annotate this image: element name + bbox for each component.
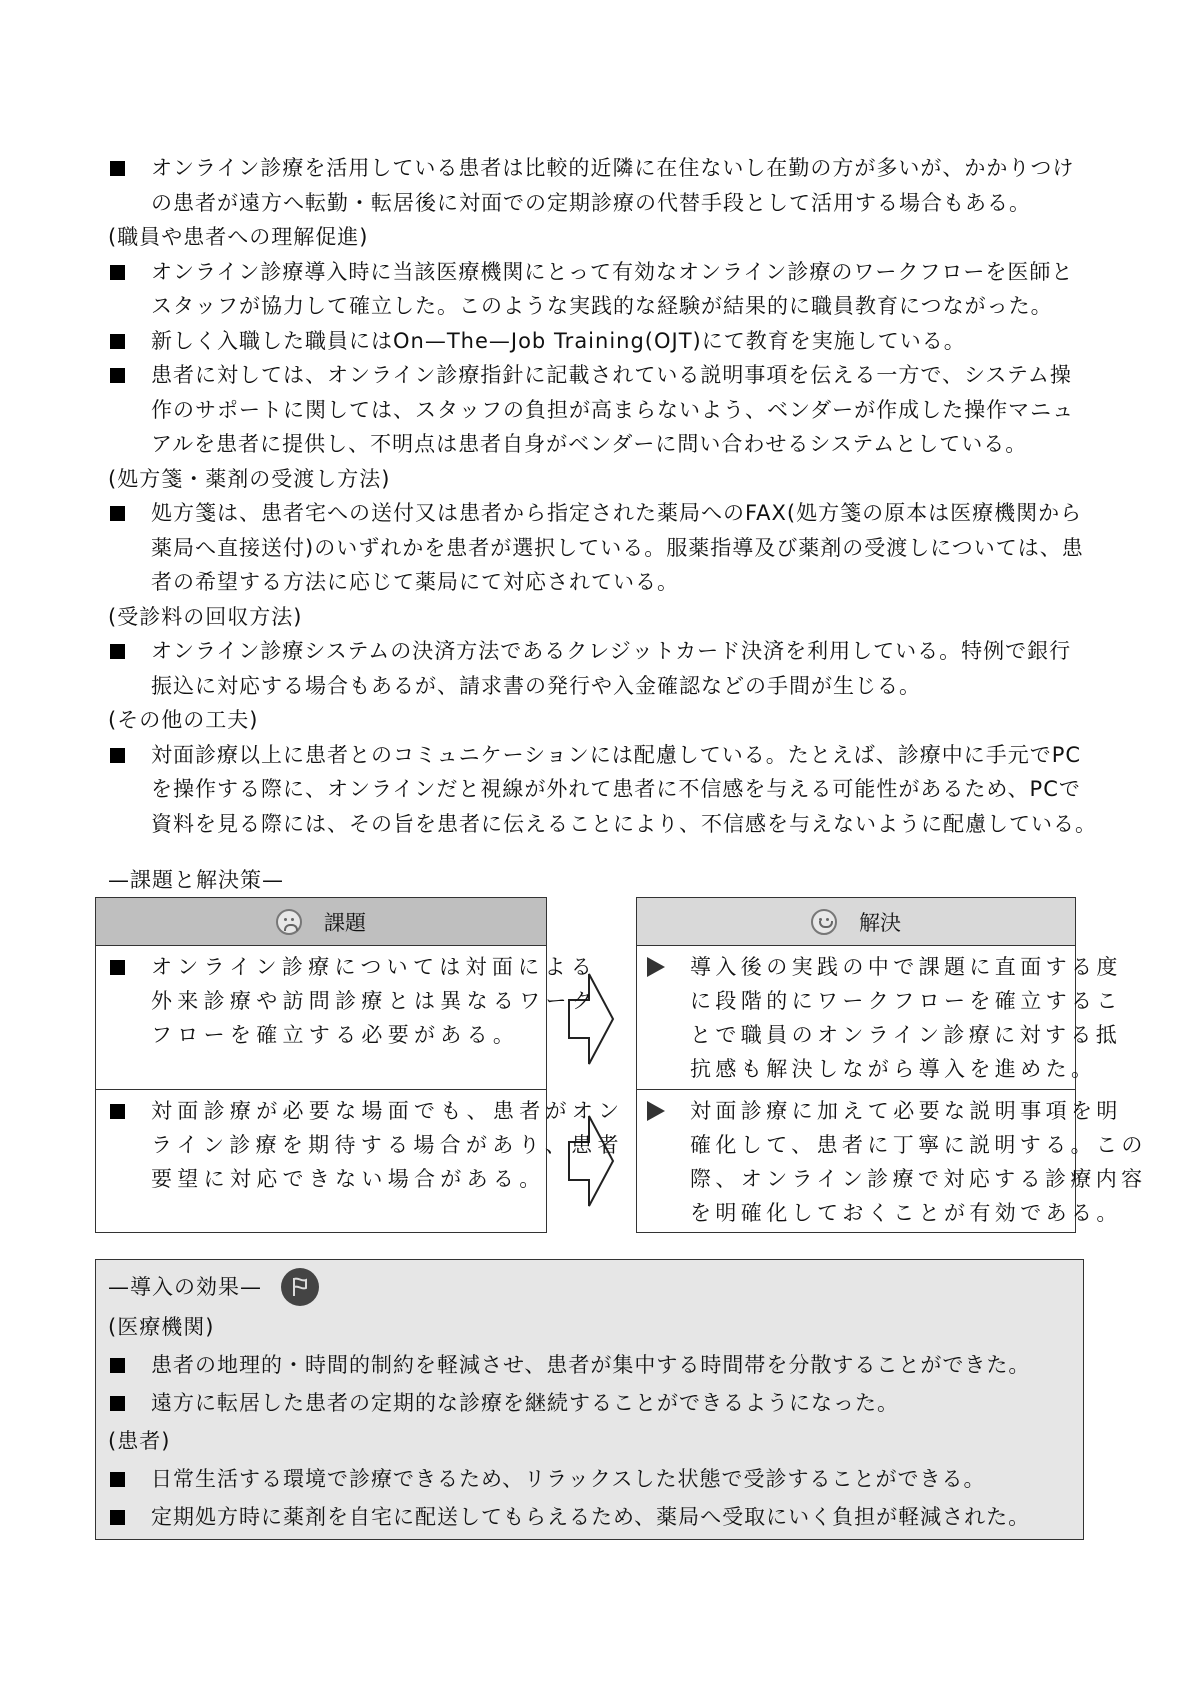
solution-text-line: 確化して、患者に丁寧に説明する。この — [690, 1133, 1147, 1157]
arrowhead-bullet-icon — [647, 957, 665, 977]
effects-item: 定期処方時に薬剤を自宅に配送してもらえるため、薬局へ受取にいく負担が軽減された。 — [151, 1505, 1031, 1529]
row-divider — [637, 1089, 1075, 1090]
effects-group-heading: (患者) — [108, 1429, 171, 1453]
issue-text-line: フローを確立する必要がある。 — [151, 1023, 520, 1047]
bullet-square-icon — [110, 368, 125, 383]
solution-text-line: 導入後の実践の中で課題に直面する度 — [690, 955, 1122, 979]
bullet-text-line: 患者に対しては、オンライン診療指針に記載されている説明事項を伝える一方で、システム操 — [151, 363, 1072, 387]
bullet-square-icon — [110, 1104, 125, 1119]
solution-text-line: を明確化しておくことが有効である。 — [690, 1201, 1122, 1225]
bullet-square-icon — [110, 960, 125, 975]
arrowhead-bullet-icon — [647, 1101, 665, 1121]
bullet-text-line: オンライン診療を活用している患者は比較的近隣に在住ないし在勤の方が多いが、かかりつけ — [151, 156, 1075, 180]
bullet-text-line: オンライン診療システムの決済方法であるクレジットカード決済を利用している。特例で銀行 — [151, 639, 1072, 663]
bullet-text-line: 作のサポートに関しては、スタッフの負担が高まらないよう、ベンダーが作成した操作マニュ — [151, 397, 1075, 422]
solution-text-line: とで職員のオンライン診療に対する抵 — [690, 1023, 1122, 1047]
bullet-square-icon — [110, 506, 125, 521]
issue-text-line: 外来診療や訪問診療とは異なるワーク — [151, 989, 599, 1013]
bullet-text-line: スタッフが協力して確立した。このような実践的な経験が結果的に職員教育につながった。 — [151, 294, 1053, 318]
issue-header — [96, 898, 546, 946]
section-heading: (職員や患者への理解促進) — [108, 225, 369, 249]
bullet-square-icon — [110, 1510, 125, 1525]
bullet-square-icon — [110, 334, 125, 349]
issue-text-line: オンライン診療については対面による — [151, 955, 598, 979]
solution-text-line: 対面診療に加えて必要な説明事項を明 — [690, 1099, 1122, 1123]
bullet-text-line: 資料を見る際には、その旨を患者に伝えることにより、不信感を与えないように配慮している。 — [151, 811, 1097, 836]
effects-group-heading: (医療機関) — [108, 1315, 215, 1339]
section-heading: (その他の工夫) — [108, 708, 259, 732]
row-divider — [96, 1089, 546, 1090]
issues-section-title: —課題と解決策— — [108, 868, 284, 892]
issue-header-label: 課題 — [324, 910, 366, 935]
solution-text-line: 抗感も解決しながら導入を進めた。 — [690, 1057, 1097, 1081]
bullet-text-line: 新しく入職した職員にはOn—The—Job Training(OJT)にて教育を実施している。 — [151, 328, 966, 353]
bullet-text-line: の患者が遠方へ転勤・転居後に対面での定期診療の代替手段として活用する場合もある。 — [151, 190, 1031, 215]
smile-face-icon — [811, 909, 837, 935]
bullet-square-icon — [110, 161, 125, 176]
flag-icon — [281, 1268, 319, 1306]
solution-text-line: 際、オンライン診療で対応する診療内容 — [690, 1167, 1147, 1191]
issue-text-line: ライン診療を期待する場合があり、患者 — [151, 1133, 624, 1157]
bullet-text-line: 対面診療以上に患者とのコミュニケーションには配慮している。たとえば、診療中に手元でPC — [151, 742, 1082, 767]
bullet-square-icon — [110, 748, 125, 763]
sad-face-icon — [276, 909, 302, 935]
effects-item: 患者の地理的・時間的制約を軽減させ、患者が集中する時間帯を分散することができた。 — [151, 1353, 1031, 1377]
issue-text-line: 要望に対応できない場合がある。 — [151, 1167, 546, 1191]
bullet-text-line: オンライン診療導入時に当該医療機関にとって有効なオンライン診療のワークフローを医師と — [151, 259, 1074, 284]
solution-text-line: に段階的にワークフローを確立するこ — [690, 989, 1122, 1013]
issue-text-line: 対面診療が必要な場面でも、患者がオン — [151, 1099, 625, 1123]
effects-item: 日常生活する環境で診療できるため、リラックスした状態で受診することができる。 — [151, 1467, 986, 1491]
bullet-text-line: アルを患者に提供し、不明点は患者自身がベンダーに問い合わせるシステムとしている。 — [151, 432, 1028, 456]
bullet-text-line: 振込に対応する場合もあるが、請求書の発行や入金確認などの手間が生じる。 — [151, 673, 921, 698]
bullet-text-line: 者の希望する方法に応じて薬局にて対応されている。 — [151, 570, 679, 594]
bullet-square-icon — [110, 265, 125, 280]
bullet-text-line: を操作する際に、オンラインだと視線が外れて患者に不信感を与える可能性があるため、PCで — [151, 777, 1081, 801]
effects-title: —導入の効果— — [108, 1275, 262, 1299]
section-heading: (受診料の回収方法) — [108, 604, 303, 629]
effects-item: 遠方に転居した患者の定期的な診療を継続することができるようになった。 — [151, 1391, 899, 1415]
solution-header-label: 解決 — [859, 910, 901, 935]
bullet-square-icon — [110, 1472, 125, 1487]
bullet-text-line: 処方箋は、患者宅への送付又は患者から指定された薬局へのFAX(処方箋の原本は医療機関から — [151, 501, 1083, 525]
solution-header — [637, 898, 1075, 946]
bullet-square-icon — [110, 1396, 125, 1411]
bullet-text-line: 薬局へ直接送付)のいずれかを患者が選択している。服薬指導及び薬剤の受渡しについては、患 — [151, 535, 1084, 560]
section-heading: (処方箋・薬剤の受渡し方法) — [108, 466, 391, 491]
bullet-square-icon — [110, 644, 125, 659]
bullet-square-icon — [110, 1358, 125, 1373]
